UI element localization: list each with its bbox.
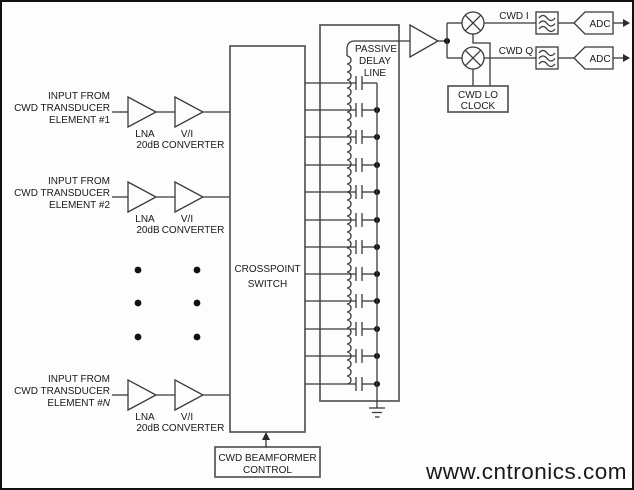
clock-label-line1: CWD LO bbox=[458, 90, 498, 101]
lna-label: LNA bbox=[135, 412, 155, 423]
channel-1-label-line1: INPUT FROM bbox=[47, 91, 110, 102]
vi-label: V/I bbox=[180, 412, 194, 423]
channel-1-label-line3: ELEMENT #1 bbox=[49, 115, 110, 126]
vi-label: V/I bbox=[180, 129, 194, 140]
channel-1-label-line2: CWD TRANSDUCER bbox=[14, 103, 110, 114]
adc-i-label: ADC bbox=[589, 19, 611, 30]
lna-label: LNA bbox=[135, 214, 155, 225]
lowpass-filter-icon bbox=[536, 12, 558, 34]
channel-n-label-line3: ELEMENT #N bbox=[47, 398, 110, 409]
channel-n-label-line2: CWD TRANSDUCER bbox=[14, 386, 110, 397]
gain-label: 20dB bbox=[136, 225, 160, 236]
cwd-q-label: CWD Q bbox=[498, 46, 534, 57]
channel-2-label-line1: INPUT FROM bbox=[47, 176, 110, 187]
gain-label: 20dB bbox=[136, 140, 160, 151]
gain-label: 20dB bbox=[136, 423, 160, 434]
watermark-text: www.cntronics.com bbox=[425, 459, 627, 484]
converter-label: CONVERTER bbox=[161, 423, 225, 434]
delay-line-label-line3: LINE bbox=[363, 68, 387, 79]
mixer-i-icon bbox=[462, 12, 484, 34]
lna-label: LNA bbox=[135, 129, 155, 140]
delay-line-label-line2: DELAY bbox=[358, 56, 392, 67]
vi-label: V/I bbox=[180, 214, 194, 225]
crosspoint-switch-label-line1: CROSSPOINT bbox=[234, 264, 301, 275]
channel-2-label-line3: ELEMENT #2 bbox=[49, 200, 110, 211]
control-label-line2: CONTROL bbox=[243, 465, 292, 476]
image-border bbox=[1, 1, 633, 489]
lowpass-filter-icon bbox=[536, 47, 558, 69]
channel-n-label-line1: INPUT FROM bbox=[47, 374, 110, 385]
cwd-i-label: CWD I bbox=[499, 11, 529, 22]
mixer-q-icon bbox=[462, 47, 484, 69]
converter-label: CONVERTER bbox=[161, 140, 225, 151]
delay-line-label-line1: PASSIVE bbox=[354, 44, 398, 55]
clock-label-line2: CLOCK bbox=[460, 101, 496, 112]
channel-2-label-line2: CWD TRANSDUCER bbox=[14, 188, 110, 199]
crosspoint-switch-label-line2: SWITCH bbox=[247, 279, 288, 290]
control-label-line1: CWD BEAMFORMER bbox=[218, 453, 317, 464]
adc-q-label: ADC bbox=[589, 54, 611, 65]
converter-label: CONVERTER bbox=[161, 225, 225, 236]
